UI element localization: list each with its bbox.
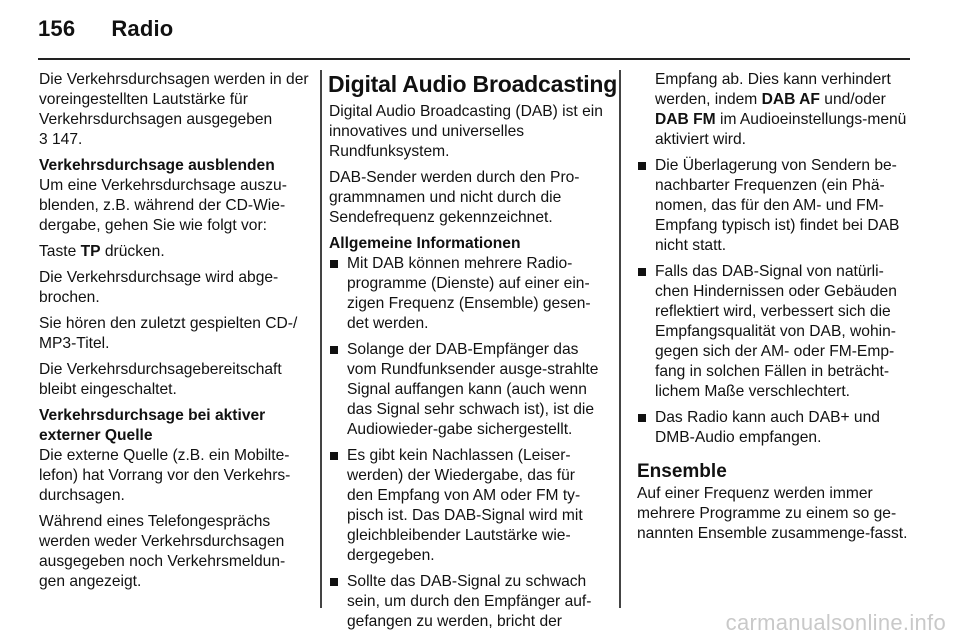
page-header bbox=[38, 16, 173, 52]
list-item: Sollte das DAB-Signal zu schwach sein, um durch den Empfänger auf-gefangen zu werden, bricht der bbox=[329, 572, 603, 632]
dab-bullet-list bbox=[329, 254, 603, 632]
list-item: Es gibt kein Nachlassen (Leiser-werden) der Wiedergabe, das für den Empfang von AM oder FM ty-pisch ist. Das DAB-Signal wird mit gleichbleibender Lautstärke wie-dergegeben. bbox=[329, 446, 603, 566]
subheading-ausblenden: Verkehrsdurchsage ausblenden bbox=[39, 157, 275, 174]
externe-quelle-text: Die externe Quelle (z.B. ein Mobilte-lefon) hat Vorrang vor den Verkehrs-durchsagen. bbox=[39, 447, 291, 504]
list-item: Die Überlagerung von Sendern be-nachbarter Frequenzen (ein Phä-nomen, das für den AM- und FM-Empfang typisch ist) findet bei DAB nicht statt. bbox=[637, 156, 909, 256]
subheading-allgemein: Allgemeine Informationen bbox=[329, 235, 521, 252]
dab-intro: Digital Audio Broadcasting (DAB) ist ein innovatives und universelles Rundfunksystem. bbox=[329, 103, 603, 160]
list-item: Mit DAB können mehrere Radio-programme (Dienste) auf einer ein-zigen Frequenz (Ensemble) gesen-det werden. bbox=[329, 254, 603, 334]
hoeren-paragraph: Sie hören den zuletzt gespielten CD-/ MP3-Titel. bbox=[39, 315, 298, 352]
list-item: Falls das DAB-Signal von natürli-chen Hindernissen oder Gebäuden reflektiert wird, verbessert sich die Empfangsqualität von DAB, wohin-gegen sich der AM- oder FM-Emp-fang in solchen Fällen in beträcht-lichem Maße verschlechtert. bbox=[637, 262, 909, 402]
ausblenden-text: Um eine Verkehrsdurchsage auszu-blenden, z.B. während der CD-Wie-dergabe, gehen Sie wie folgt vor: bbox=[39, 177, 287, 234]
header-rule bbox=[38, 58, 910, 60]
dab-fm-label: DAB FM bbox=[655, 111, 716, 128]
subheading-externe-quelle: Verkehrsdurchsage bei aktiver externer Quelle bbox=[39, 407, 266, 444]
page-reference: 3 147. bbox=[39, 131, 83, 148]
dab-bullet-list-continued bbox=[637, 156, 909, 448]
column-2 bbox=[328, 70, 618, 638]
tp-key-label: TP bbox=[80, 243, 101, 260]
page-number: 156 bbox=[38, 16, 76, 41]
section-heading-dab: Digital Audio Broadcasting bbox=[328, 71, 618, 97]
column-divider-2 bbox=[619, 70, 621, 608]
bullet-continuation: Empfang ab. Dies kann verhindert werden, indem DAB AF und/oder DAB FM im Audioeinstellungs-menü aktiviert wird. bbox=[655, 71, 907, 148]
bereitschaft-paragraph: Die Verkehrsdurchsagebereitschaft bleibt eingeschaltet. bbox=[39, 361, 282, 398]
column-1 bbox=[39, 70, 311, 598]
list-item: Solange der DAB-Empfänger das vom Rundfunksender ausge-strahlte Signal auffangen kann (auch wenn das Signal sehr schwach ist), ist die Audiowieder-gabe sichergestellt. bbox=[329, 340, 603, 440]
dab-sender: DAB-Sender werden durch den Pro-grammnamen und nicht durch die Sendefrequenz gekennzeichnet. bbox=[329, 169, 580, 226]
column-divider-1 bbox=[320, 70, 322, 608]
section-heading-ensemble: Ensemble bbox=[637, 461, 727, 482]
taste-paragraph: Taste TP drücken. bbox=[39, 243, 165, 260]
list-item: Das Radio kann auch DAB+ und DMB-Audio empfangen. bbox=[637, 408, 909, 448]
watermark: carmanualsonline.info bbox=[725, 610, 946, 635]
ensemble-text: Auf einer Frequenz werden immer mehrere Programme zu einem so ge-nannten Ensemble zusammenge-fasst. bbox=[637, 485, 908, 542]
abgebrochen-paragraph: Die Verkehrsdurchsage wird abge-brochen. bbox=[39, 269, 279, 306]
page-title: Radio bbox=[111, 16, 174, 41]
column-3 bbox=[637, 70, 909, 550]
telefon-paragraph: Während eines Telefongesprächs werden weder Verkehrsdurchsagen ausgegeben noch Verkehrsmeldun-gen angezeigt. bbox=[39, 513, 286, 590]
intro-paragraph: Die Verkehrsdurchsagen werden in der voreingestellten Lautstärke für Verkehrsdurchsagen ausgegeben 3 147. bbox=[39, 71, 309, 148]
dab-af-label: DAB AF bbox=[761, 91, 820, 108]
